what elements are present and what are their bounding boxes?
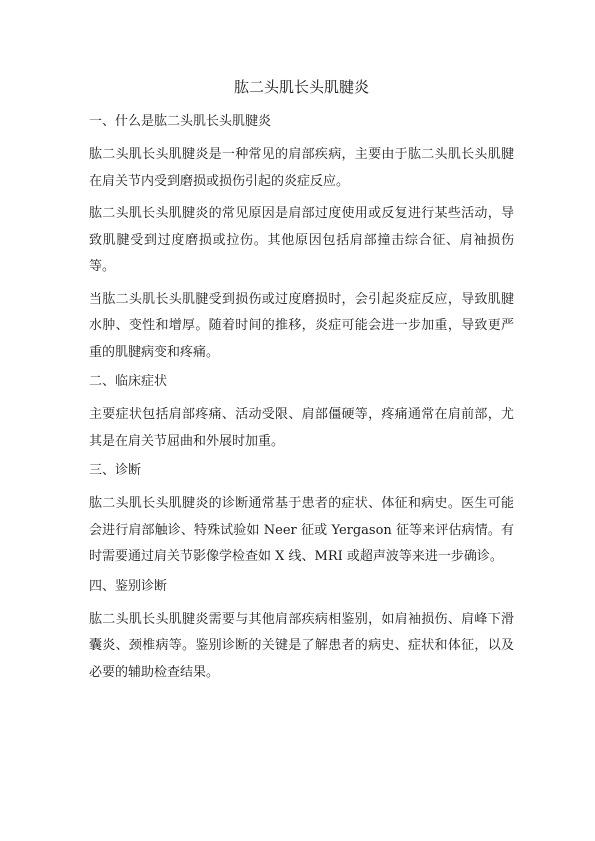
paragraph: 肱二头肌长头肌腱炎是一种常见的肩部疾病，主要由于肱二头肌长头肌腱在肩关节内受到磨损或损伤引起的炎症反应。	[89, 147, 514, 189]
section-heading: 三、诊断	[89, 463, 142, 478]
document-page	[89, 76, 514, 692]
section-heading: 一、什么是肱二头肌长头肌腱炎	[89, 114, 272, 129]
paragraph: 肱二头肌长头肌腱炎的常见原因是肩部过度使用或反复进行某些活动，导致肌腱受到过度磨损或拉伤。其他原因包括肩部撞击综合征、肩袖损伤等。	[89, 206, 514, 274]
section-differential-diagnosis	[89, 577, 514, 687]
paragraph: 肱二头肌长头肌腱炎需要与其他肩部疾病相鉴别，如肩袖损伤、肩峰下滑囊炎、颈椎病等。鉴别诊断的关键是了解患者的病史、症状和体征，以及必要的辅助检查结果。	[89, 611, 514, 680]
section-diagnosis	[89, 461, 514, 571]
paragraph: 当肱二头肌长头肌腱受到损伤或过度磨损时，会引起炎症反应，导致肌腱水肿、变性和增厚。随着时间的推移，炎症可能会进一步加重，导致更严重的肌腱病变和疼痛。	[89, 291, 514, 360]
paragraph: 主要症状包括肩部疼痛、活动受限、肩部僵硬等，疼痛通常在肩前部，尤其是在肩关节屈曲和外展时加重。	[89, 407, 514, 449]
section-clinical-symptoms	[89, 372, 514, 455]
section-heading: 二、临床症状	[89, 374, 168, 389]
paragraph: 肱二头肌长头肌腱炎的诊断通常基于患者的症状、体征和病史。医生可能会进行肩部触诊、特殊试验如 Neer 征或 Yergason 征等来评估病情。有时需要通过肩关节影像学检查如 X 线、MRI 或超声波等来进一步确诊。	[89, 496, 514, 564]
document-title: 肱二头肌长头肌腱炎	[233, 78, 369, 96]
section-what-is	[89, 112, 514, 366]
section-heading: 四、鉴别诊断	[89, 578, 168, 594]
